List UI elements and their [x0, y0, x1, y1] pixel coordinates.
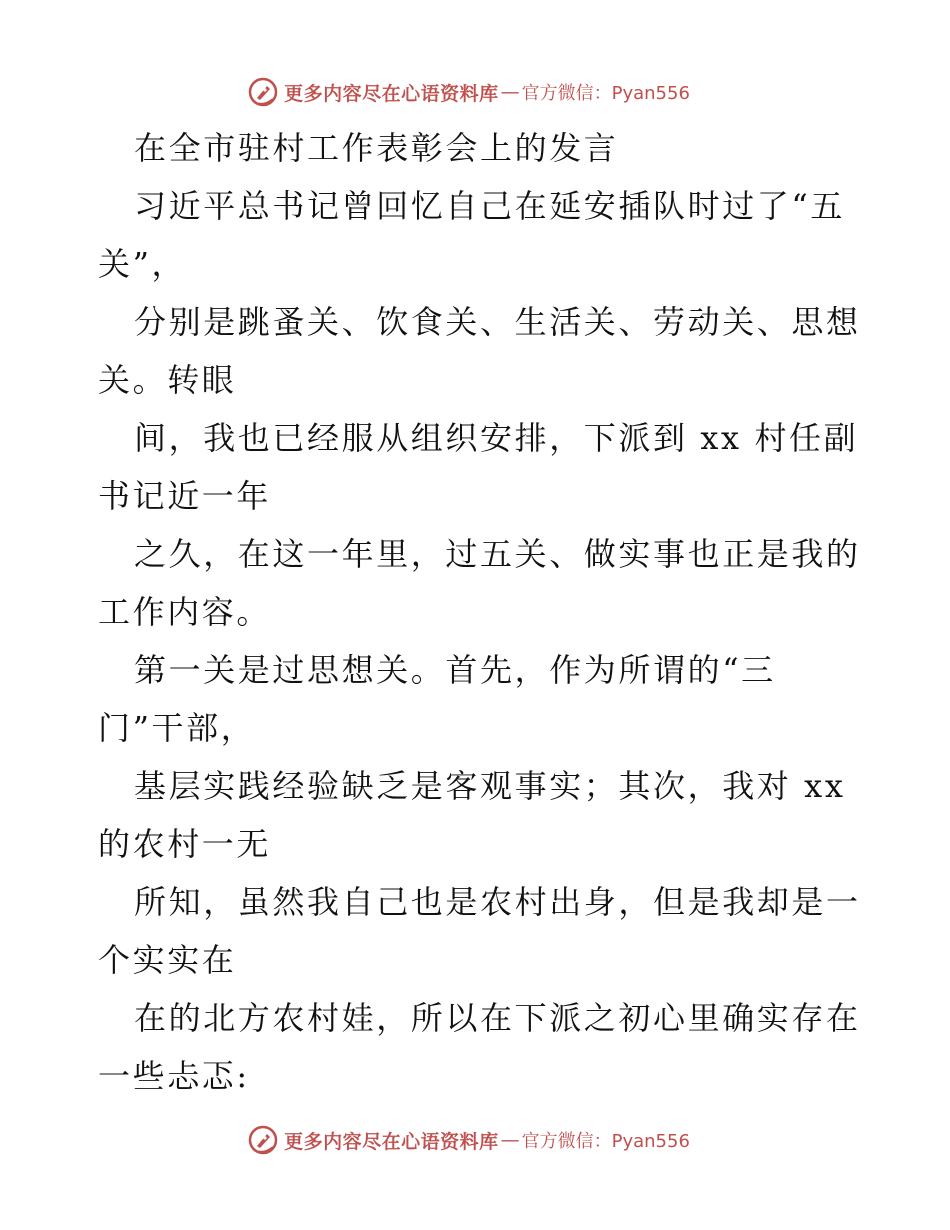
- body-line: 的农村一无: [98, 825, 272, 863]
- banner-wechat: 官方微信：Pyan556: [521, 83, 690, 104]
- body-line: 关”，: [98, 245, 187, 283]
- body-line: 工作内容。: [98, 593, 272, 631]
- body-line: 所知，虽然我自己也是农村出身，但是我却是一: [134, 883, 861, 921]
- body-line: 基层实践经验缺乏是客观事实；其次，我对 xx: [134, 767, 846, 805]
- body-line: 个实实在: [98, 941, 237, 979]
- header-banner: [0, 72, 950, 112]
- body-line: 书记近一年: [98, 477, 272, 515]
- body-line: 一些忐忑:: [98, 1057, 250, 1095]
- document-title: 在全市驻村工作表彰会上的发言: [134, 129, 619, 167]
- pen-nib-logo-icon: [248, 1125, 278, 1155]
- body-line: 第一关是过思想关。首先，作为所谓的“三: [134, 651, 776, 689]
- banner-separator: —: [500, 81, 520, 103]
- body-line: 分别是跳蚤关、饮食关、生活关、劳动关、思想: [134, 303, 861, 341]
- body-line: 习近平总书记曾回忆自己在延安插队时过了“五: [134, 187, 845, 225]
- pen-nib-logo-icon: [248, 77, 278, 107]
- banner-site-name: 更多内容尽在心语资料库: [284, 1130, 499, 1153]
- footer-banner: [0, 1120, 950, 1160]
- body-line: 在的北方农村娃，所以在下派之初心里确实存在: [134, 999, 861, 1037]
- banner-site-name: 更多内容尽在心语资料库: [284, 82, 499, 105]
- banner-separator: —: [500, 1129, 520, 1151]
- body-line: 关。转眼: [98, 361, 237, 399]
- body-line: 之久，在这一年里，过五关、做实事也正是我的: [134, 535, 861, 573]
- body-line: 门”干部，: [98, 709, 256, 747]
- body-line: 间，我也已经服从组织安排，下派到 xx 村任副: [134, 419, 859, 457]
- banner-wechat: 官方微信：Pyan556: [521, 1131, 690, 1152]
